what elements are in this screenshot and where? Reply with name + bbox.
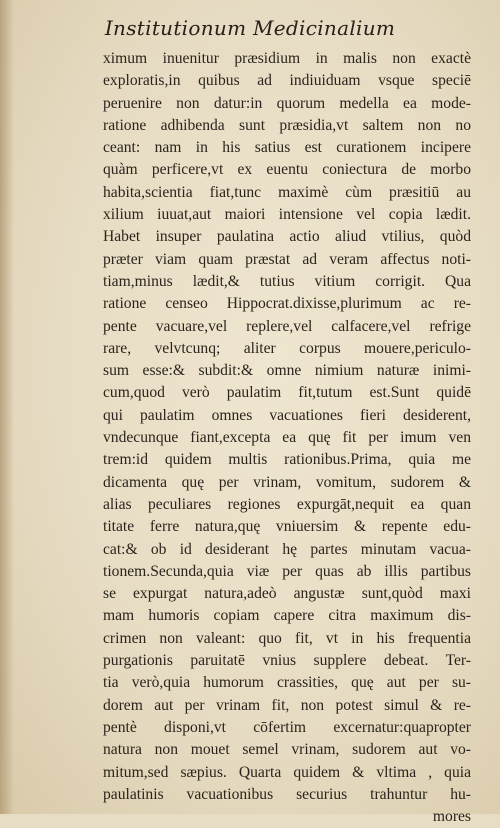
text-line: quàm perficere,vt ex euentu coniectura de morbo	[103, 161, 471, 179]
text-line: qui paulatim omnes vacuationes fieri desiderent,	[103, 406, 471, 424]
text-line: natura non mouet semel vrinam, sudorem aut vo-	[103, 741, 471, 759]
text-line: crimen non valeant: quo fit, vt in his frequentia	[103, 629, 471, 647]
text-line: ceant: nam in his satius est curationem incipere	[103, 139, 471, 157]
text-line: dicamenta quę per vrinam, vomitum, sudorem &	[103, 473, 471, 491]
text-line: tionem.Secunda,quia viæ per quas ab illis partibus	[103, 562, 471, 580]
text-line: mores	[432, 808, 471, 826]
text-line: exploratis,in quibus ad indiuiduam vsque speciē	[103, 72, 471, 90]
text-line: cat:& ob id desiderant hę partes minutam vacua-	[103, 540, 471, 558]
text-line: præter viam quam præstat ad veram affectus noti-	[103, 250, 471, 268]
running-header: Institutionum Medicinalium	[104, 16, 396, 40]
text-line: ratione censeo Hippocrat.dixisse,plurimum ac re-	[103, 295, 471, 313]
text-line: se expurgat natura,adeò angustæ sunt,quòd maxi	[103, 585, 471, 603]
text-line: Habet insuper paulatina actio aliud vtilius, quòd	[103, 228, 471, 246]
text-line: tia verò,quia humorum crassities, quę aut per su-	[103, 674, 471, 692]
text-line: paulatinis vacuationibus securius trahuntur hu-	[103, 785, 471, 803]
text-line: habita,scientia fiat,tunc maximè cùm præsitiū au	[103, 183, 471, 201]
text-line: rare, velvtcunq; aliter corpus mouere,periculo-	[103, 339, 471, 357]
text-line: alias peculiares regiones expurgāt,nequit ea quan	[103, 495, 471, 513]
text-line: pente vacuare,vel replere,vel calfacere,vel refrige	[103, 317, 471, 335]
text-line: ratione adhibenda sunt præsidia,vt saltem non no	[103, 116, 471, 134]
text-line: cum,quod verò paulatim fit,tutum est.Sunt quidē	[103, 384, 471, 402]
text-line: tiam,minus lædit,& tutius vitium corrigit. Qua	[103, 272, 471, 290]
text-line: ximum inuenitur præsidium in malis non exactè	[103, 50, 471, 67]
text-line: sum esse:& subdit:& omne nimium naturæ inimi-	[103, 362, 471, 380]
text-line: mam humoris copiam capere citra maximum dis-	[103, 607, 471, 625]
text-block	[103, 48, 471, 828]
text-line: peruenire non datur:in quorum medella ea mode-	[103, 94, 471, 112]
text-line: dorem aut per vrinam fit, non potest simul & re-	[103, 696, 471, 714]
text-line: purgationis paruitatē vnius supplere debeat. Ter-	[103, 652, 471, 670]
binding-gutter	[0, 0, 14, 814]
text-line: mitum,sed sæpius. Quarta quidem & vltima , quia	[103, 763, 471, 781]
text-line: titate ferre natura,quę vniuersim & repente edu-	[103, 518, 471, 536]
text-line: pentè disponi,vt cōfertim excernatur:quapropter	[103, 718, 471, 736]
text-line: trem:id quidem multis rationibus.Prima, quia me	[103, 451, 471, 469]
text-line: vndecunque fiant,excepta ea quę fit per imum ven	[103, 429, 471, 447]
text-line: xilium iuuat,aut maiori intensione vel copia lædit.	[103, 206, 471, 224]
